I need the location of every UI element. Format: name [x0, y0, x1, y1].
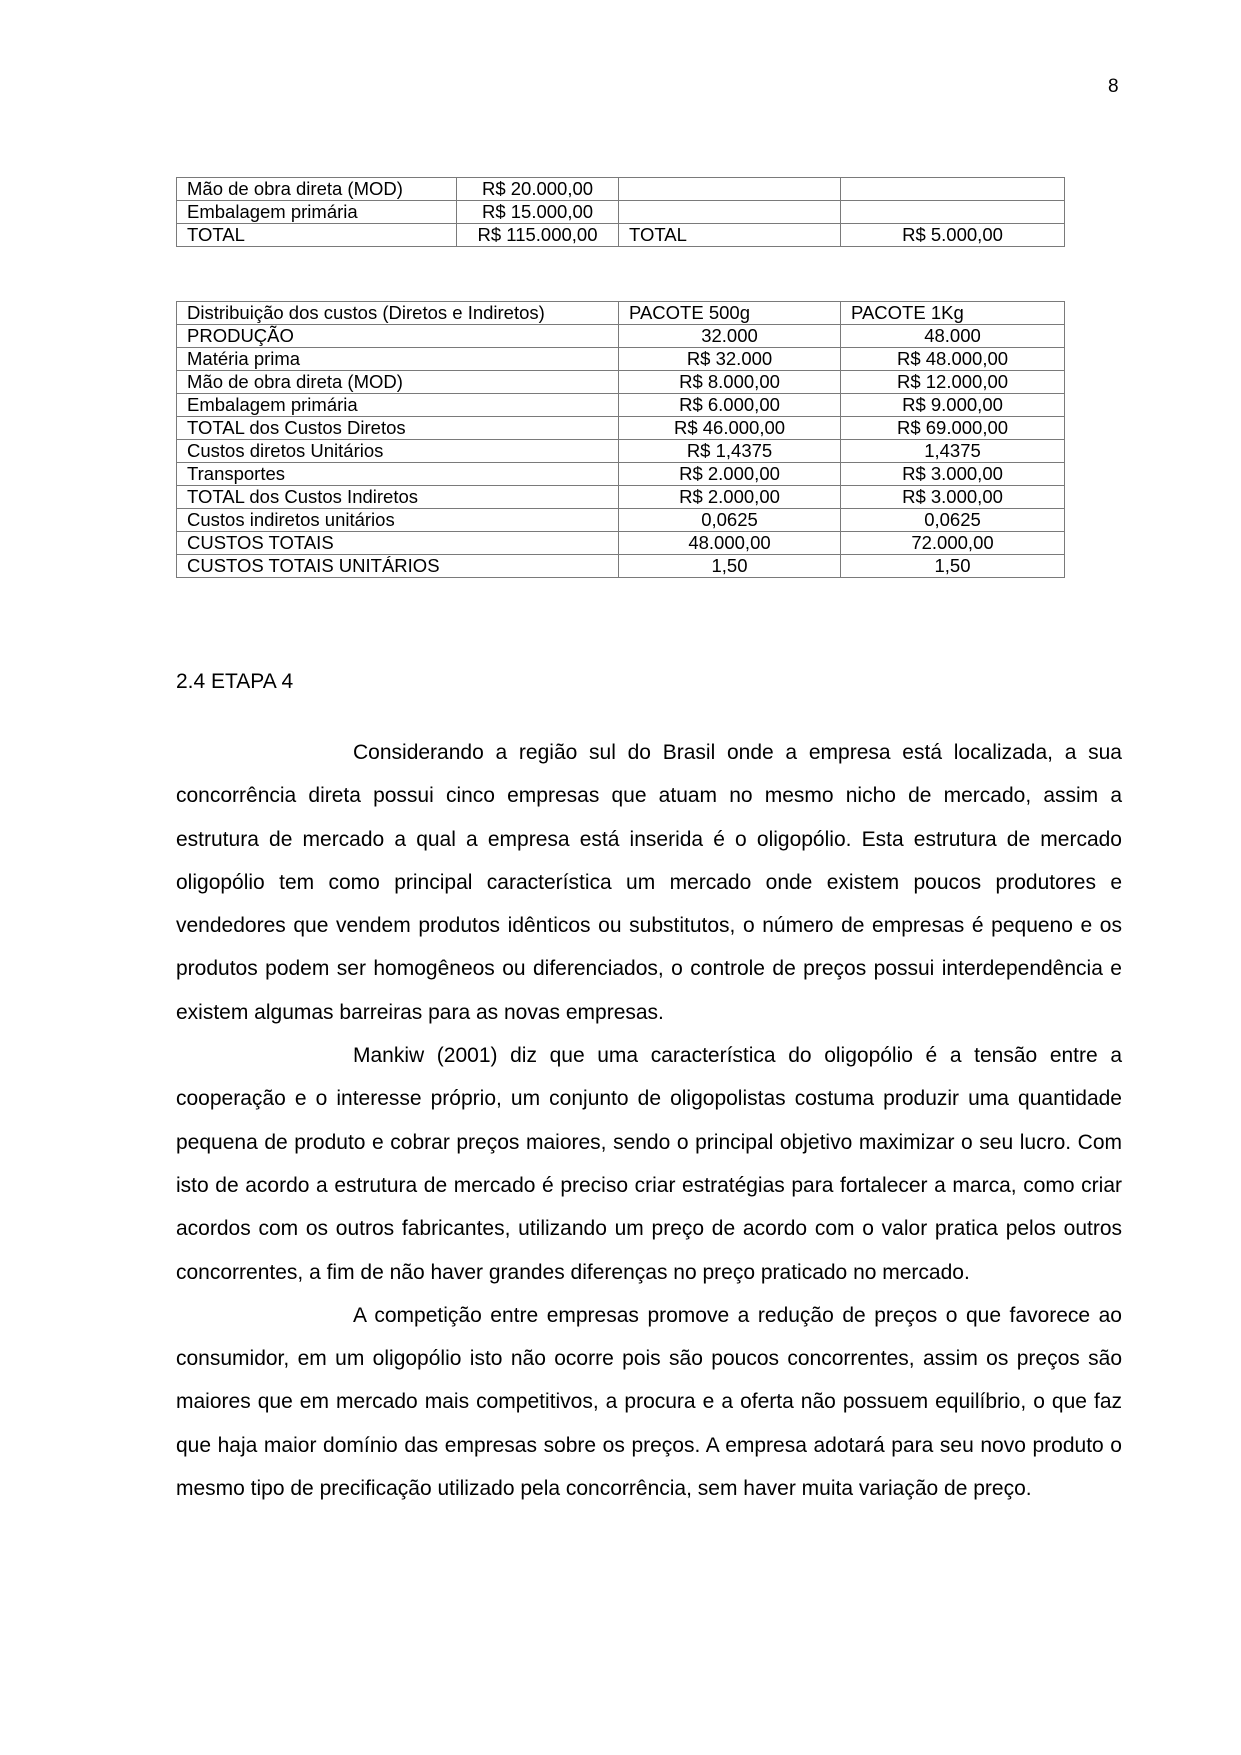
table-cell: R$ 2.000,00 — [619, 463, 841, 486]
table-row-total — [177, 224, 1065, 247]
table-row — [177, 371, 1065, 394]
table-cell: 48.000 — [841, 325, 1065, 348]
table-cell: 0,0625 — [619, 509, 841, 532]
column-header: PACOTE 1Kg — [841, 302, 1065, 325]
table-cell: 1,50 — [619, 555, 841, 578]
table-cell — [841, 178, 1065, 201]
table-row — [177, 486, 1065, 509]
table-cell: R$ 8.000,00 — [619, 371, 841, 394]
table-row — [177, 532, 1065, 555]
row-label: Embalagem primária — [177, 394, 619, 417]
table-row — [177, 440, 1065, 463]
table-cell: 1,4375 — [841, 440, 1065, 463]
table-row — [177, 201, 1065, 224]
section-heading: 2.4 ETAPA 4 — [176, 670, 294, 693]
table-cell: TOTAL — [619, 224, 841, 247]
table-cell: R$ 15.000,00 — [457, 201, 619, 224]
row-label: Transportes — [177, 463, 619, 486]
table-cell — [619, 178, 841, 201]
table-cell: R$ 5.000,00 — [841, 224, 1065, 247]
table-row — [177, 394, 1065, 417]
table-row — [177, 555, 1065, 578]
paragraph: Considerando a região sul do Brasil onde a empresa está localizada, a sua concorrência direta possui cinco empresas que atuam no mesmo nicho de mercado, assim a estrutura de mercado a qual a empresa está inserida é o oligopólio. Esta estrutura de mercado oligopólio tem como principal característica um mercado onde existem poucos produtores e vendedores que vendem produtos idênticos ou substitutos, o número de empresas é pequeno e os produtos podem ser homogêneos ou diferenciados, o controle de preços possui interdependência e existem algumas barreiras para as novas empresas. — [176, 741, 1122, 1024]
table-cell: 0,0625 — [841, 509, 1065, 532]
table-cell: R$ 46.000,00 — [619, 417, 841, 440]
table-cell: R$ 115.000,00 — [457, 224, 619, 247]
table-row — [177, 463, 1065, 486]
table-row — [177, 348, 1065, 371]
paragraph: A competição entre empresas promove a redução de preços o que favorece ao consumidor, em um oligopólio isto não ocorre pois são poucos concorrentes, assim os preços são maiores que em mercado mais competitivos, a procura e a oferta não possuem equilíbrio, o que faz que haja maior domínio das empresas sobre os preços. A empresa adotará para seu novo produto o mesmo tipo de precificação utilizado pela concorrência, sem haver muita variação de preço. — [176, 1303, 1122, 1501]
table-cell: R$ 48.000,00 — [841, 348, 1065, 371]
row-label: CUSTOS TOTAIS — [177, 532, 619, 555]
table-header-row — [177, 302, 1065, 325]
table-cell: 32.000 — [619, 325, 841, 348]
table-cell: R$ 20.000,00 — [457, 178, 619, 201]
column-header: Distribuição dos custos (Diretos e Indiretos) — [177, 302, 619, 325]
table-cell: R$ 69.000,00 — [841, 417, 1065, 440]
row-label: PRODUÇÃO — [177, 325, 619, 348]
table-cell: Mão de obra direta (MOD) — [177, 178, 457, 201]
table-cell: R$ 9.000,00 — [841, 394, 1065, 417]
cost-summary-table — [176, 177, 1065, 247]
row-label: Custos indiretos unitários — [177, 509, 619, 532]
table-cell: R$ 32.000 — [619, 348, 841, 371]
table-cell: R$ 12.000,00 — [841, 371, 1065, 394]
table-cell — [841, 201, 1065, 224]
table-row — [177, 509, 1065, 532]
cost-distribution-table — [176, 301, 1065, 578]
table-cell: 72.000,00 — [841, 532, 1065, 555]
row-label: Custos diretos Unitários — [177, 440, 619, 463]
table-cell: TOTAL — [177, 224, 457, 247]
table-cell — [619, 201, 841, 224]
row-label: Matéria prima — [177, 348, 619, 371]
table-row — [177, 417, 1065, 440]
row-label: Mão de obra direta (MOD) — [177, 371, 619, 394]
section-body — [176, 731, 1122, 1510]
table-cell: 1,50 — [841, 555, 1065, 578]
table-row — [177, 325, 1065, 348]
table-cell: R$ 2.000,00 — [619, 486, 841, 509]
table-cell: R$ 3.000,00 — [841, 486, 1065, 509]
table-row — [177, 178, 1065, 201]
table-cell: R$ 1,4375 — [619, 440, 841, 463]
row-label: CUSTOS TOTAIS UNITÁRIOS — [177, 555, 619, 578]
table-cell: R$ 3.000,00 — [841, 463, 1065, 486]
row-label: TOTAL dos Custos Diretos — [177, 417, 619, 440]
row-label: TOTAL dos Custos Indiretos — [177, 486, 619, 509]
table-cell: Embalagem primária — [177, 201, 457, 224]
paragraph: Mankiw (2001) diz que uma característica do oligopólio é a tensão entre a cooperação e o interesse próprio, um conjunto de oligopolistas costuma produzir uma quantidade pequena de produto e cobrar preços maiores, sendo o principal objetivo maximizar o seu lucro. Com isto de acordo a estrutura de mercado é preciso criar estratégias para fortalecer a marca, como criar acordos com os outros fabricantes, utilizando um preço de acordo com o valor pratica pelos outros concorrentes, a fim de não haver grandes diferenças no preço praticado no mercado. — [176, 1044, 1122, 1284]
table-cell: 48.000,00 — [619, 532, 841, 555]
table-cell: R$ 6.000,00 — [619, 394, 841, 417]
page-number: 8 — [1108, 76, 1119, 97]
column-header: PACOTE 500g — [619, 302, 841, 325]
